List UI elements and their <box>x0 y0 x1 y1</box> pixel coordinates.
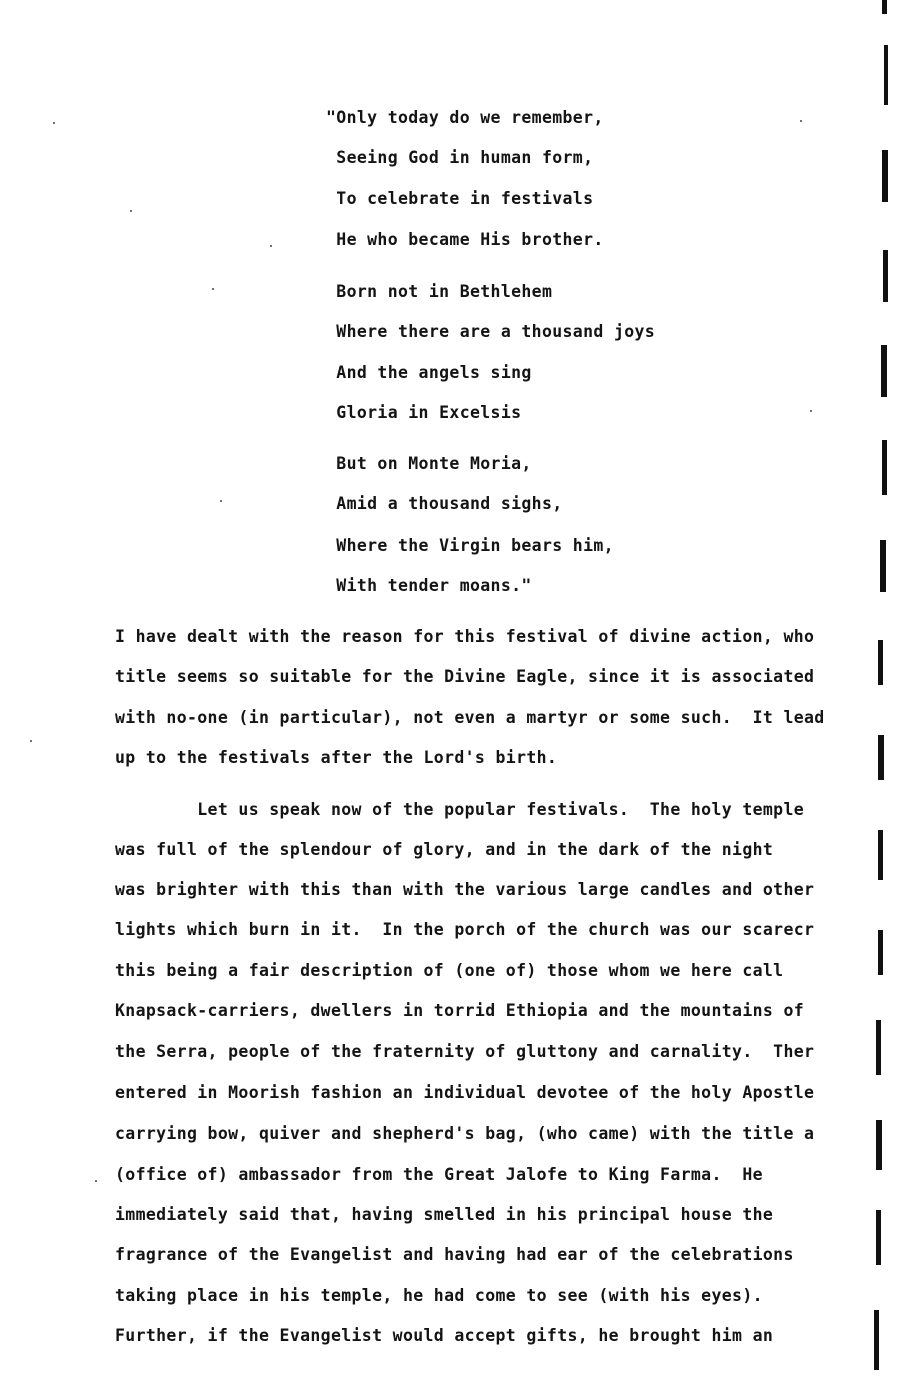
paragraph-line: Let us speak now of the popular festivals. The holy temple <box>115 800 805 819</box>
paragraph-line: was brighter with this than with the various large candles and other <box>115 880 815 899</box>
scan-speck <box>212 288 214 290</box>
scan-speck <box>220 500 222 502</box>
verse-line: Seeing God in human form, <box>326 148 594 167</box>
scan-mark <box>882 150 888 202</box>
verse-line: Where the Virgin bears him, <box>326 536 614 555</box>
paragraph-line: carrying bow, quiver and shepherd's bag, (who came) with the title a <box>115 1124 815 1143</box>
scan-speck <box>95 1180 97 1182</box>
scan-mark <box>878 735 884 780</box>
paragraph-line: Knapsack-carriers, dwellers in torrid Ethiopia and the mountains of <box>115 1001 805 1020</box>
verse-line: He who became His brother. <box>326 230 604 249</box>
verse-line: But on Monte Moria, <box>326 454 532 473</box>
paragraph-line: title seems so suitable for the Divine Eagle, since it is associated <box>115 667 815 686</box>
scan-mark <box>878 930 883 975</box>
paragraph-line: immediately said that, having smelled in his principal house the <box>115 1205 774 1224</box>
paragraph-line: the Serra, people of the fraternity of gluttony and carnality. Ther <box>115 1042 815 1061</box>
paragraph-line: I have dealt with the reason for this festival of divine action, who <box>115 627 815 646</box>
paragraph-line: Further, if the Evangelist would accept gifts, he brought him an <box>115 1326 774 1345</box>
scan-mark <box>882 0 887 14</box>
paragraph-line: entered in Moorish fashion an individual devotee of the holy Apostle <box>115 1083 815 1102</box>
verse-line: Where there are a thousand joys <box>326 322 656 341</box>
paragraph-line: was full of the splendour of glory, and in the dark of the night <box>115 840 774 859</box>
scan-mark <box>884 45 888 105</box>
scan-mark <box>876 1020 881 1075</box>
verse-line: To celebrate in festivals <box>326 189 594 208</box>
scan-edge-artifacts <box>862 0 922 1380</box>
verse-line: And the angels sing <box>326 363 532 382</box>
paragraph-line: up to the festivals after the Lord's birth. <box>115 748 558 767</box>
paragraph-line: with no-one (in particular), not even a martyr or some such. It lead <box>115 708 825 727</box>
scan-mark <box>876 1120 882 1170</box>
scan-speck <box>30 740 32 742</box>
verse-line: With tender moans." <box>326 576 532 595</box>
scan-mark <box>880 540 886 592</box>
scan-mark <box>883 250 888 302</box>
scan-speck <box>810 410 812 412</box>
scan-speck <box>130 210 132 212</box>
scan-speck <box>800 120 802 122</box>
verse-line: "Only today do we remember, <box>326 108 604 127</box>
paragraph-line: fragrance of the Evangelist and having had ear of the celebrations <box>115 1245 794 1264</box>
scan-mark <box>878 830 883 880</box>
paragraph-line: lights which burn in it. In the porch of the church was our scarecr <box>115 920 815 939</box>
scan-mark <box>878 640 883 685</box>
verse-line: Gloria in Excelsis <box>326 403 522 422</box>
scan-mark <box>876 1210 881 1265</box>
scan-speck <box>270 245 272 247</box>
paragraph-line: (office of) ambassador from the Great Jalofe to King Farma. He <box>115 1165 763 1184</box>
verse-line: Born not in Bethlehem <box>326 282 553 301</box>
paragraph-line: taking place in his temple, he had come to see (with his eyes). <box>115 1286 763 1305</box>
scan-mark <box>881 345 887 397</box>
scan-speck <box>53 122 55 124</box>
paragraph-line: this being a fair description of (one of) those whom we here call <box>115 961 784 980</box>
scan-mark <box>882 440 887 495</box>
verse-line: Amid a thousand sighs, <box>326 494 563 513</box>
scan-mark <box>874 1310 879 1370</box>
